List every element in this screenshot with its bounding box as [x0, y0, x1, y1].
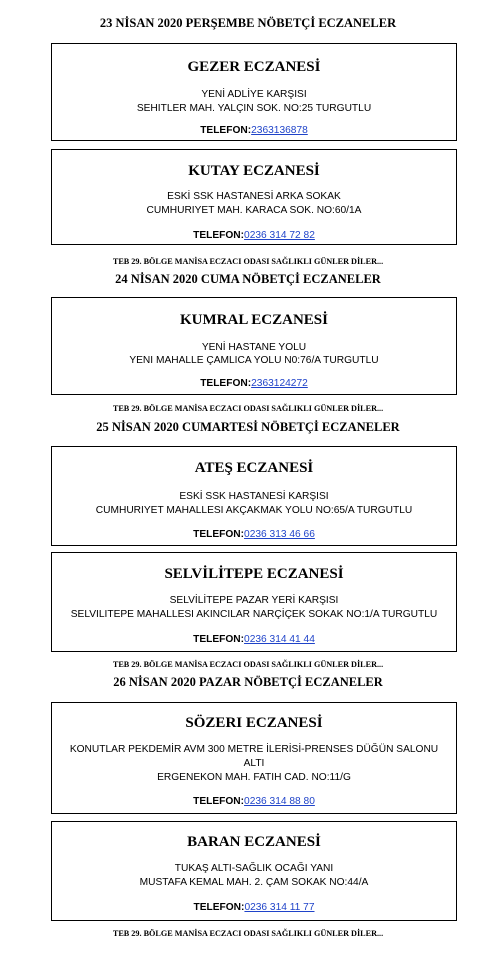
pharmacy-name: SÖZERI ECZANESİ	[185, 715, 323, 731]
footer-greeting: TEB 29. BÖLGE MANİSA ECZACI ODASI SAĞLIKLI GÜNLER DİLER...	[112, 660, 384, 669]
pharmacy-phone	[52, 230, 456, 241]
pharmacy-address: SELVİLİTEPE PAZAR YERİ KARŞISI	[169, 595, 339, 606]
pharmacy-address: ESKİ SSK HASTANESİ KARŞISI	[179, 491, 329, 502]
phone-label: TELEFON:	[200, 125, 252, 136]
pharmacy-name: GEZER ECZANESİ	[187, 59, 321, 75]
phone-label: TELEFON:	[193, 529, 245, 540]
phone-label: TELEFON:	[193, 796, 245, 807]
pharmacy-address: ESKİ SSK HASTANESİ ARKA SOKAK	[167, 191, 341, 202]
pharmacy-phone	[52, 125, 456, 136]
pharmacy-address: CUMHURIYET MAHALLESI AKÇAKMAK YOLU NO:65/A TURGUTLU	[95, 505, 413, 516]
pharmacy-address: YENİ ADLİYE KARŞISI	[201, 89, 307, 100]
phone-link[interactable]: 2363124272	[251, 378, 308, 389]
pharmacy-name: BARAN ECZANESİ	[187, 834, 321, 850]
pharmacy-phone	[52, 378, 456, 389]
day-heading: 23 NİSAN 2020 PERŞEMBE NÖBETÇİ ECZANELER	[99, 16, 397, 30]
pharmacy-phone	[52, 634, 456, 645]
pharmacy-name: KUMRAL ECZANESİ	[180, 312, 328, 328]
day-heading: 25 NİSAN 2020 CUMARTESİ NÖBETÇİ ECZANELER	[96, 420, 400, 434]
phone-link[interactable]: 0236 314 11 77	[244, 902, 315, 913]
pharmacy-address: ALTI	[243, 758, 265, 769]
pharmacy-name: SELVİLİTEPE ECZANESİ	[164, 566, 344, 582]
pharmacy-phone	[52, 902, 456, 913]
pharmacy-phone	[52, 529, 456, 540]
phone-link[interactable]: 2363136878	[251, 125, 308, 136]
phone-link[interactable]: 0236 314 72 82	[244, 230, 315, 241]
phone-label: TELEFON:	[200, 378, 252, 389]
pharmacy-card	[51, 702, 457, 814]
phone-label: TELEFON:	[193, 634, 245, 645]
phone-label: TELEFON:	[193, 230, 245, 241]
phone-link[interactable]: 0236 314 41 44	[244, 634, 315, 645]
pharmacy-address: MUSTAFA KEMAL MAH. 2. ÇAM SOKAK NO:44/A	[139, 877, 369, 888]
pharmacy-card	[51, 821, 457, 921]
pharmacy-address: SELVILITEPE MAHALLESI AKINCILAR NARÇİÇEK SOKAK NO:1/A TURGUTLU	[70, 609, 438, 620]
pharmacy-address: YENİ HASTANE YOLU	[201, 342, 307, 353]
pharmacy-address: KONUTLAR PEKDEMİR AVM 300 METRE İLERİSİ-PRENSES DÜĞÜN SALONU	[69, 744, 439, 755]
footer-greeting: TEB 29. BÖLGE MANİSA ECZACI ODASI SAĞLIKLI GÜNLER DİLER...	[112, 404, 384, 413]
phone-label: TELEFON:	[193, 902, 245, 913]
pharmacy-card	[51, 446, 457, 546]
pharmacy-address: ERGENEKON MAH. FATIH CAD. NO:11/G	[157, 772, 351, 783]
day-heading: 26 NİSAN 2020 PAZAR NÖBETÇİ ECZANELER	[113, 675, 383, 689]
day-heading: 24 NİSAN 2020 CUMA NÖBETÇİ ECZANELER	[115, 272, 381, 286]
pharmacy-card	[51, 43, 457, 141]
pharmacy-address: YENI MAHALLE ÇAMLICA YOLU N0:76/A TURGUTLU	[129, 355, 379, 366]
pharmacy-name: KUTAY ECZANESİ	[188, 163, 320, 179]
pharmacy-card	[51, 552, 457, 652]
pharmacy-card	[51, 149, 457, 245]
pharmacy-address: SEHITLER MAH. YALÇIN SOK. NO:25 TURGUTLU	[136, 103, 372, 114]
pharmacy-phone	[52, 796, 456, 807]
pharmacy-address: TUKAŞ ALTI-SAĞLIK OCAĞI YANI	[174, 863, 334, 874]
pharmacy-card	[51, 297, 457, 395]
footer-greeting: TEB 29. BÖLGE MANİSA ECZACI ODASI SAĞLIKLI GÜNLER DİLER...	[112, 929, 384, 938]
pharmacy-name: ATEŞ ECZANESİ	[194, 460, 314, 476]
pharmacy-address: CUMHURIYET MAH. KARACA SOK. NO:60/1A	[146, 205, 362, 216]
footer-greeting: TEB 29. BÖLGE MANİSA ECZACI ODASI SAĞLIKLI GÜNLER DİLER...	[112, 257, 384, 266]
phone-link[interactable]: 0236 313 46 66	[244, 529, 315, 540]
phone-link[interactable]: 0236 314 88 80	[244, 796, 315, 807]
